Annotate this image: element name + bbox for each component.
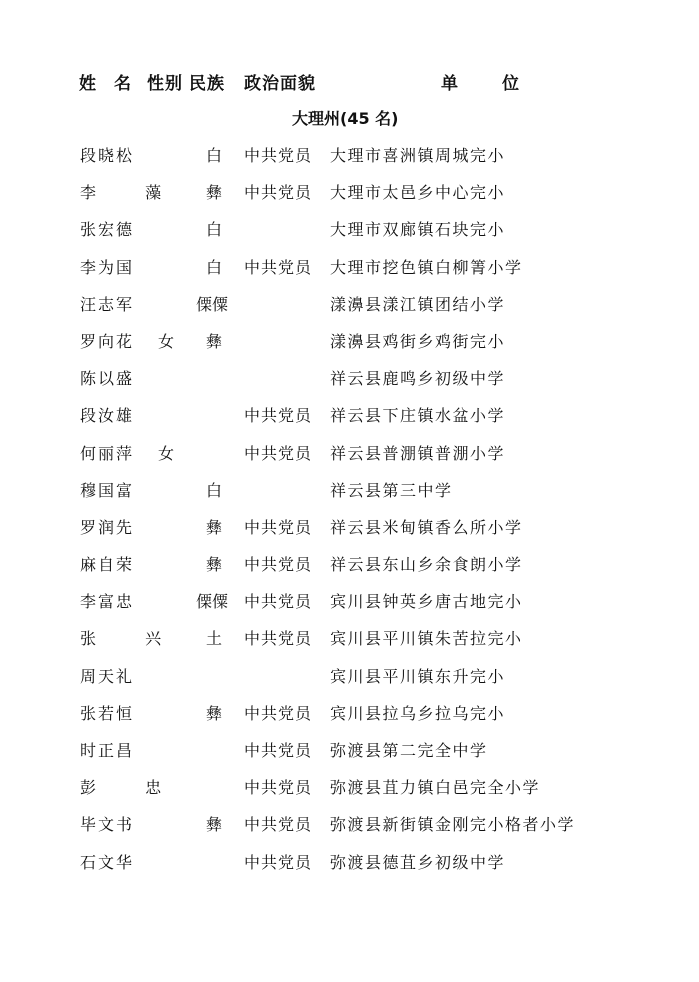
row-name: 何丽萍 bbox=[80, 443, 135, 463]
row-name: 李 藻 bbox=[80, 183, 184, 203]
header-name: 姓名 bbox=[79, 74, 149, 94]
row-political: 中共党员 bbox=[244, 741, 313, 760]
row-name: 彭 忠 bbox=[80, 778, 184, 798]
row-ethnicity: 彝 bbox=[206, 331, 223, 351]
table-row bbox=[0, 664, 699, 701]
row-name: 时正昌 bbox=[80, 741, 135, 760]
row-ethnicity: 傈僳 bbox=[196, 294, 229, 314]
row-political: 中共党员 bbox=[244, 815, 313, 835]
row-name: 周天礼 bbox=[80, 666, 135, 686]
row-name: 陈以盛 bbox=[80, 369, 135, 389]
row-unit: 弥渡县德苴乡初级中学 bbox=[330, 852, 506, 872]
section-title: 大理州(45 名) bbox=[292, 109, 399, 128]
row-unit: 大理市太邑乡中心完小 bbox=[330, 183, 506, 203]
row-name: 张若恒 bbox=[80, 703, 135, 723]
row-political: 中共党员 bbox=[244, 778, 313, 798]
row-unit: 大理市挖色镇白柳箐小学 bbox=[330, 257, 523, 277]
header-unit: 单位 bbox=[441, 74, 563, 94]
table-row bbox=[0, 292, 699, 329]
row-political: 中共党员 bbox=[244, 852, 313, 872]
row-unit: 大理市喜洲镇周城完小 bbox=[330, 146, 506, 165]
row-ethnicity: 土 bbox=[206, 629, 223, 649]
row-name: 毕文书 bbox=[80, 815, 135, 835]
table-row bbox=[0, 738, 699, 775]
row-ethnicity: 白 bbox=[206, 146, 223, 165]
row-unit: 弥渡县新街镇金刚完小格者小学 bbox=[330, 815, 576, 835]
row-ethnicity: 彝 bbox=[206, 517, 223, 537]
row-unit: 祥云县米甸镇香么所小学 bbox=[330, 517, 523, 537]
table-row bbox=[0, 775, 699, 812]
row-gender: 女 bbox=[158, 331, 175, 351]
row-political: 中共党员 bbox=[244, 517, 313, 537]
row-unit: 宾川县平川镇朱苦拉完小 bbox=[330, 629, 523, 649]
row-ethnicity: 白 bbox=[206, 257, 223, 277]
table-row bbox=[0, 478, 699, 515]
table-header bbox=[0, 72, 699, 96]
row-ethnicity: 白 bbox=[206, 480, 223, 500]
row-political: 中共党员 bbox=[244, 146, 313, 165]
row-name: 汪志军 bbox=[80, 294, 135, 314]
row-unit: 漾濞县漾江镇团结小学 bbox=[330, 294, 506, 314]
row-ethnicity: 傈僳 bbox=[196, 592, 229, 612]
table-row bbox=[0, 366, 699, 403]
row-name: 李为国 bbox=[80, 257, 135, 277]
row-ethnicity: 彝 bbox=[206, 555, 223, 575]
header-political: 政治面貌 bbox=[244, 74, 316, 94]
table-row bbox=[0, 589, 699, 626]
row-unit: 祥云县鹿鸣乡初级中学 bbox=[330, 369, 506, 389]
row-political: 中共党员 bbox=[244, 443, 313, 463]
row-unit: 祥云县下庄镇水盆小学 bbox=[330, 406, 506, 426]
row-ethnicity: 白 bbox=[206, 220, 223, 240]
row-ethnicity: 彝 bbox=[206, 183, 223, 203]
row-political: 中共党员 bbox=[244, 257, 313, 277]
table-row bbox=[0, 217, 699, 254]
row-gender: 女 bbox=[158, 443, 175, 463]
row-name: 石文华 bbox=[80, 852, 135, 872]
row-unit: 祥云县东山乡余食朗小学 bbox=[330, 555, 523, 575]
table-row bbox=[0, 850, 699, 887]
row-name: 段晓松 bbox=[80, 146, 135, 165]
row-unit: 漾濞县鸡街乡鸡街完小 bbox=[330, 331, 506, 351]
roster-list bbox=[0, 143, 699, 887]
row-political: 中共党员 bbox=[244, 703, 313, 723]
row-unit: 弥渡县苴力镇白邑完全小学 bbox=[330, 778, 541, 798]
header-ethnicity: 民族 bbox=[189, 74, 225, 94]
row-name: 罗向花 bbox=[80, 331, 135, 351]
row-ethnicity: 彝 bbox=[206, 815, 223, 835]
row-name: 麻自荣 bbox=[80, 555, 135, 575]
row-name: 张 兴 bbox=[80, 629, 184, 649]
header-gender: 性别 bbox=[147, 74, 183, 94]
table-row bbox=[0, 441, 699, 478]
row-name: 李富忠 bbox=[80, 592, 135, 612]
row-unit: 弥渡县第二完全中学 bbox=[330, 741, 488, 760]
table-row bbox=[0, 180, 699, 217]
row-unit: 祥云县普淜镇普淜小学 bbox=[330, 443, 506, 463]
row-unit: 宾川县拉乌乡拉乌完小 bbox=[330, 703, 506, 723]
table-row bbox=[0, 329, 699, 366]
table-row bbox=[0, 143, 699, 180]
table-row bbox=[0, 403, 699, 440]
table-row bbox=[0, 626, 699, 663]
table-row bbox=[0, 701, 699, 738]
row-unit: 宾川县平川镇东升完小 bbox=[330, 666, 506, 686]
table-row bbox=[0, 255, 699, 292]
row-ethnicity: 彝 bbox=[206, 703, 223, 723]
row-political: 中共党员 bbox=[244, 555, 313, 575]
row-political: 中共党员 bbox=[244, 183, 313, 203]
row-name: 段汝雄 bbox=[80, 406, 135, 426]
row-name: 张宏德 bbox=[80, 220, 135, 240]
table-row bbox=[0, 552, 699, 589]
row-political: 中共党员 bbox=[244, 406, 313, 426]
table-row bbox=[0, 812, 699, 849]
row-unit: 宾川县钟英乡唐古地完小 bbox=[330, 592, 523, 612]
row-name: 罗润先 bbox=[80, 517, 135, 537]
table-row bbox=[0, 515, 699, 552]
row-political: 中共党员 bbox=[244, 592, 313, 612]
row-political: 中共党员 bbox=[244, 629, 313, 649]
row-unit: 大理市双廊镇石块完小 bbox=[330, 220, 506, 240]
row-unit: 祥云县第三中学 bbox=[330, 480, 453, 500]
row-name: 穆国富 bbox=[80, 480, 135, 500]
